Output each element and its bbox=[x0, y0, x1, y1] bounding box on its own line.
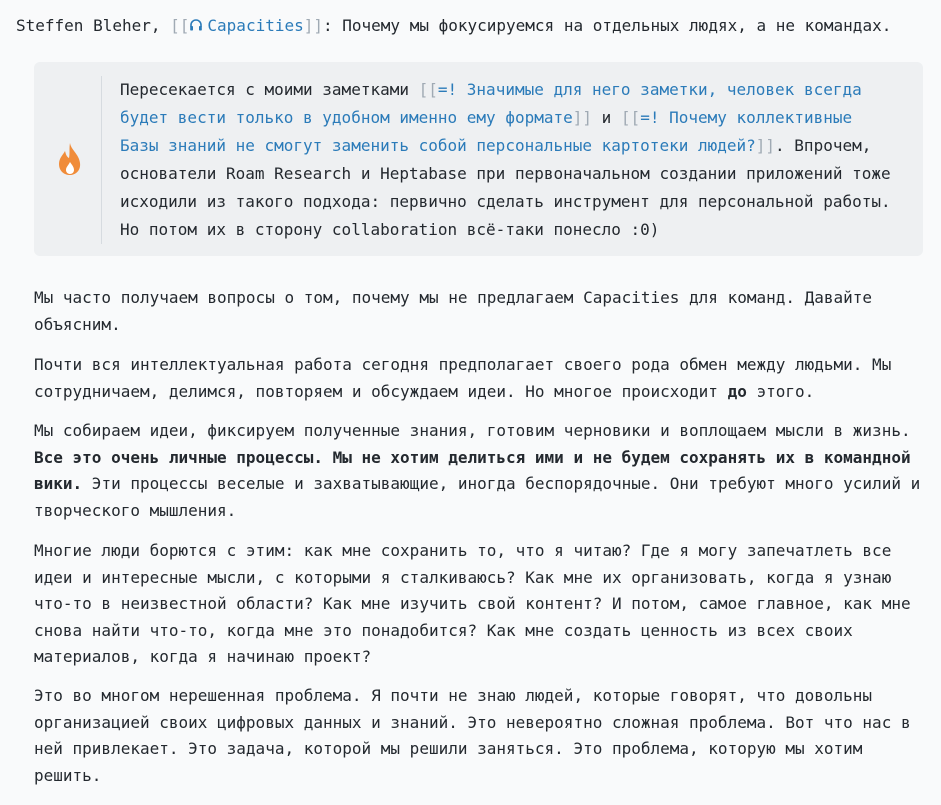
fire-icon bbox=[56, 142, 84, 176]
ref-link-2[interactable]: =! Почему коллективные Базы знаний не смогут заменить собой персональные картотеки людей? bbox=[120, 108, 853, 155]
callout-text-3: . Впрочем, основатели Roam Research и Heptabase при первоначальном создании приложений тоже исходили из такого подхода: первично сделать инструмент для персональной работы. Но потом их в сторону collaboration всё-таки понесло :0) bbox=[120, 136, 891, 239]
link-close-bracket: ]] bbox=[303, 16, 323, 35]
paragraph-2-text-a: Почти вся интеллектуальная работа сегодня предполагает своего рода обмен между людьми. Мы сотрудничаем, делимся, повторяем и обсуждаем идеи. Но многое происходит bbox=[34, 355, 892, 401]
author-name: Steffen Bleher, bbox=[16, 16, 161, 35]
ref-2-close: ]] bbox=[755, 136, 776, 155]
callout-text bbox=[120, 76, 900, 244]
callout-block bbox=[34, 62, 923, 256]
capacities-link-label: Capacities bbox=[207, 16, 304, 35]
ref-link-1[interactable]: =! Значимые для него заметки, человек всегда будет вести только в удобном именно ему формате bbox=[120, 80, 862, 127]
link-open-bracket: [[ bbox=[170, 16, 190, 35]
paragraph-3 bbox=[34, 418, 924, 524]
note-header bbox=[16, 13, 936, 39]
paragraph-2 bbox=[34, 352, 924, 405]
paragraph-1: Мы часто получаем вопросы о том, почему мы не предлагаем Capacities для команд. Давайте объясним. bbox=[34, 288, 873, 334]
paragraph-3-text-a: Мы собираем идеи, фиксируем полученные знания, готовим черновики и воплощаем мысли в жизнь. bbox=[34, 421, 911, 440]
callout-text-2: и bbox=[592, 108, 621, 127]
paragraph-2-bold: до bbox=[727, 381, 747, 401]
paragraph-2-text-b: этого. bbox=[746, 381, 815, 401]
headphones-icon bbox=[189, 18, 203, 32]
capacities-link[interactable] bbox=[189, 16, 303, 35]
callout-text-1: Пересекается с моими заметками bbox=[120, 80, 419, 99]
paragraph-3-text-b: Эти процессы веселые и захватывающие, иногда беспорядочные. Они требуют много усилий и творческого мышления. bbox=[34, 474, 921, 520]
ref-1-open: [[ bbox=[418, 80, 438, 99]
callout-divider bbox=[101, 76, 102, 244]
ref-2-open: [[ bbox=[620, 108, 641, 127]
paragraph-5: Это во многом нерешенная проблема. Я почти не знаю людей, которые говорят, что довольны организацией своих цифровых данных и знаний. Это невероятно сложная проблема. Вот что нас в ней привлекает. Это задача, которой мы решили заняться. Это проблема, которую мы хотим решить. bbox=[34, 686, 911, 785]
ref-1-close: ]] bbox=[572, 108, 593, 127]
paragraph-3-bold: Все это очень личные процессы. Мы не хотим делиться ими и не будем сохранять их в командной вики. bbox=[34, 447, 911, 493]
note-title: : Почему мы фокусируемся на отдельных людях, а не командах. bbox=[323, 16, 892, 35]
paragraph-4: Многие люди борются с этим: как мне сохранить то, что я читаю? Где я могу запечатлеть все идеи и интересные мысли, с которыми я сталкиваюсь? Как мне их организовать, когда я узнаю что-то в неизвестной области? Как мне изучить свой контент? И потом, самое главное, как мне снова найти что-то, когда мне это понадобится? Как мне создать ценность из всех своих материалов, когда я начинаю проект? bbox=[34, 541, 911, 666]
